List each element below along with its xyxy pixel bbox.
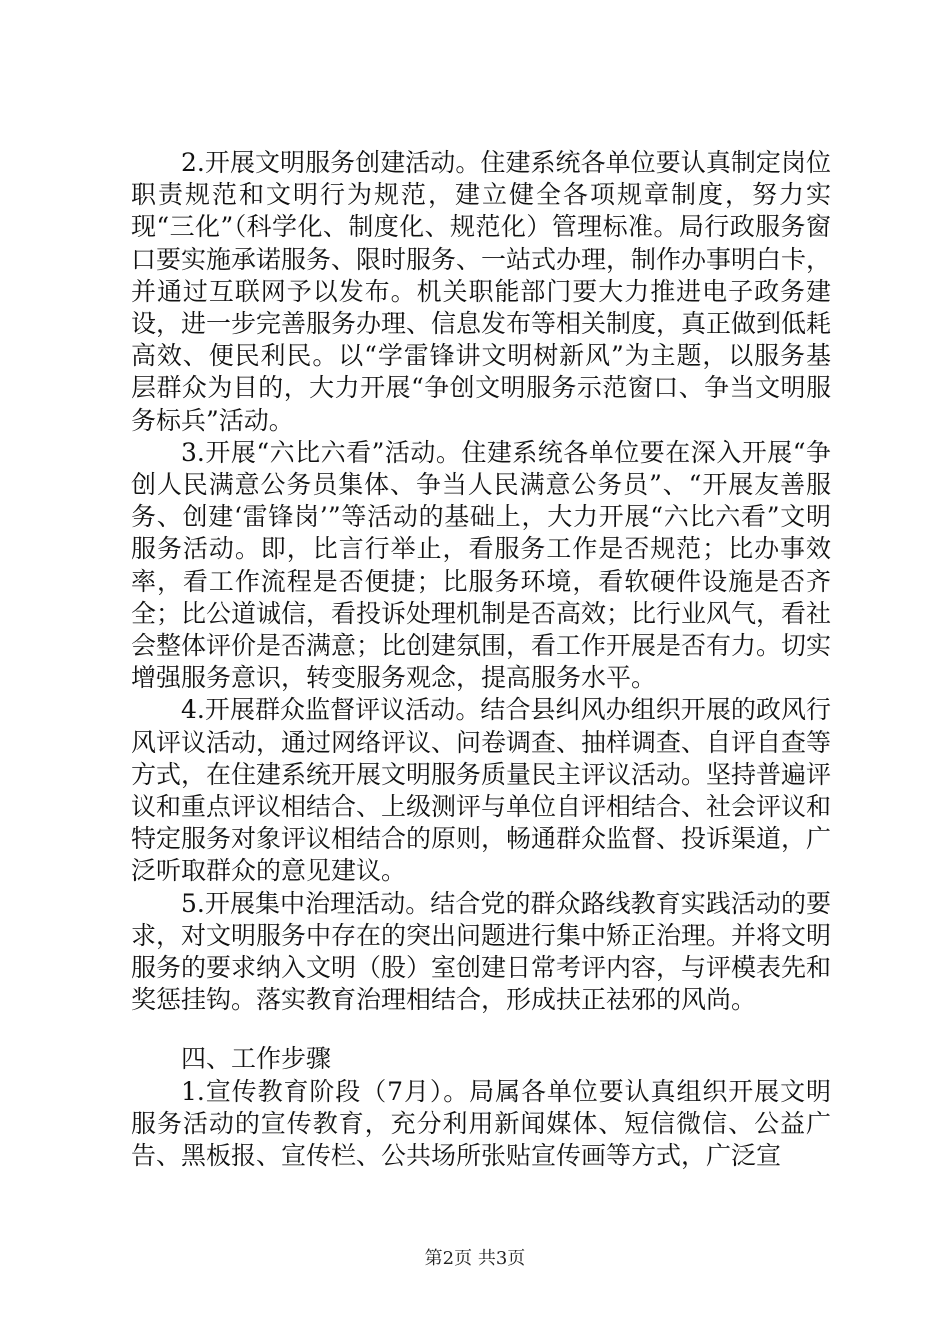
- paragraph-step-1: 1.宣传教育阶段（7月）。局属各单位要认真组织开展文明服务活动的宣传教育，充分利用新闻媒体、短信微信、公益广告、黑板报、宣传栏、公共场所张贴宣传画等方式，广泛宣: [131, 1076, 831, 1171]
- paragraph-item-3: 3.开展“六比六看”活动。住建系统各单位要在深入开展“争创人民满意公务员集体、争当人民满意公务员”、“开展友善服务、创建‘雷锋岗’”等活动的基础上，大力开展“六比六看”文明服务活动。即，比言行举止，看服务工作是否规范；比办事效率，看工作流程是否便捷；比服务环境，看软硬件设施是否齐全；比公道诚信，看投诉处理机制是否高效；比行业风气，看社会整体评价是否满意；比创建氛围，看工作开展是否有力。切实增强服务意识，转变服务观念，提高服务水平。: [131, 437, 832, 693]
- page-number-footer: 第2页 共3页: [424, 1248, 526, 1269]
- paragraph-item-2: 2.开展文明服务创建活动。住建系统各单位要认真制定岗位职责规范和文明行为规范，建立健全各项规章制度，努力实现“三化”（科学化、制度化、规范化）管理标准。局行政服务窗口要实施承诺服务、限时服务、一站式办理，制作办事明白卡，并通过互联网予以发布。机关职能部门要大力推进电子政务建设，进一步完善服务办理、信息发布等相关制度，真正做到低耗高效、便民利民。以“学雷锋讲文明树新风”为主题，以服务基层群众为目的，大力开展“争创文明服务示范窗口、争当文明服务标兵”活动。: [131, 148, 832, 435]
- section-heading: 四、工作步骤: [181, 1044, 332, 1074]
- document-body: [131, 147, 831, 1172]
- paragraph-item-4: 4.开展群众监督评议活动。结合县纠风办组织开展的政风行风评议活动，通过网络评议、问卷调查、抽样调查、自评自查等方式，在住建系统开展文明服务质量民主评议活动。坚持普遍评议和重点评议相结合、上级测评与单位自评相结合、社会评议和特定服务对象评议相结合的原则，畅通群众监督、投诉渠道，广泛听取群众的意见建议。: [131, 695, 832, 886]
- paragraph-item-5: 5.开展集中治理活动。结合党的群众路线教育实践活动的要求，对文明服务中存在的突出问题进行集中矫正治理。并将文明服务的要求纳入文明（股）室创建日常考评内容，与评模表先和奖惩挂钩。落实教育治理相结合，形成扶正祛邪的风尚。: [131, 888, 832, 1015]
